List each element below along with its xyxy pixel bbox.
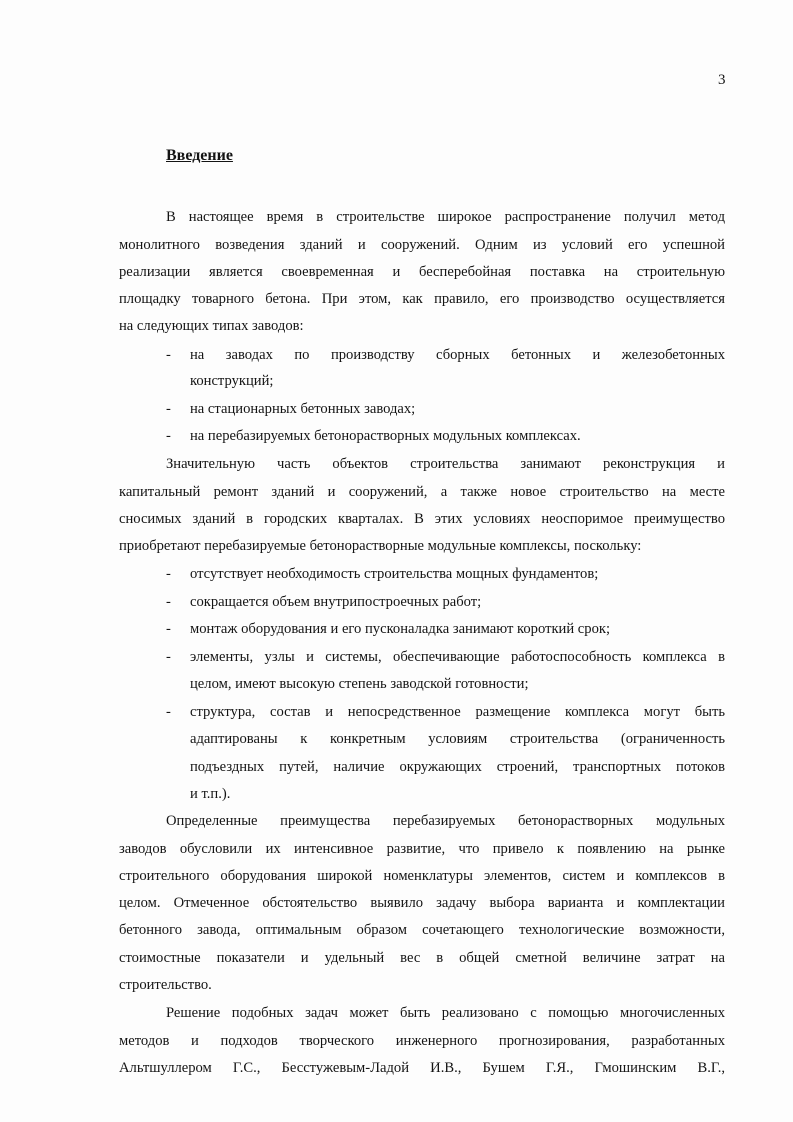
list-item-line: сокращается объем внутрипостроечных работ;	[190, 594, 482, 610]
list-item-line: целом, имеют высокую степень заводской готовности;	[190, 676, 529, 692]
list-bullet: -	[166, 594, 171, 610]
list-item-line: адаптированы к конкретным условиям строительства (ограниченность	[190, 731, 725, 747]
list-bullet: -	[166, 347, 171, 363]
paragraph-line: строительство.	[119, 977, 212, 993]
list-item-line: монтаж оборудования и его пусконаладка занимают короткий срок;	[190, 621, 611, 637]
list-item-line: на перебазируемых бетонорастворных модульных комплексах.	[190, 428, 581, 444]
paragraph-line: реализации является своевременная и бесперебойная поставка на строительную	[119, 264, 725, 280]
paragraph-line: заводов обусловили их интенсивное развитие, что привело к появлению на рынке	[119, 841, 725, 857]
paragraph-line: Альтшуллером Г.С., Бесстужевым-Ладой И.В., Бушем Г.Я., Гмошинским В.Г.,	[119, 1060, 725, 1076]
paragraph-line: целом. Отмеченное обстоятельство выявило задачу выбора варианта и комплектации	[119, 895, 725, 911]
paragraph-line: капитальный ремонт зданий и сооружений, а также новое строительство на месте	[119, 484, 725, 500]
list-item-line: на стационарных бетонных заводах;	[190, 401, 416, 417]
list-item-line: на заводах по производству сборных бетонных и железобетонных	[190, 347, 725, 363]
paragraph-line: приобретают перебазируемые бетонорастворные модульные комплексы, поскольку:	[119, 538, 642, 554]
list-item-line: подъездных путей, наличие окружающих строений, транспортных потоков	[190, 759, 725, 775]
list-item-line: элементы, узлы и системы, обеспечивающие работоспособность комплекса в	[190, 649, 725, 665]
list-bullet: -	[166, 621, 171, 637]
list-bullet: -	[166, 649, 171, 665]
paragraph-line: методов и подходов творческого инженерного прогнозирования, разработанных	[119, 1033, 725, 1049]
paragraph-line: Решение подобных задач может быть реализовано с помощью многочисленных	[166, 1005, 725, 1021]
list-item-line: структура, состав и непосредственное размещение комплекса могут быть	[190, 704, 725, 720]
paragraph-line: В настоящее время в строительстве широкое распространение получил метод	[166, 209, 725, 225]
paragraph-line: строительного оборудования широкой номенклатуры элементов, систем и комплексов в	[119, 868, 725, 884]
list-item-line: конструкций;	[190, 373, 274, 389]
list-item-line: отсутствует необходимость строительства мощных фундаментов;	[190, 566, 599, 582]
paragraph-line: монолитного возведения зданий и сооружений. Одним из условий его успешной	[119, 237, 725, 253]
paragraph-line: Значительную часть объектов строительства занимают реконструкция и	[166, 456, 725, 472]
list-bullet: -	[166, 566, 171, 582]
paragraph-line: стоимостные показатели и удельный вес в общей сметной величине затрат на	[119, 950, 725, 966]
paragraph-line: сносимых зданий в городских кварталах. В этих условиях неоспоримое преимущество	[119, 511, 725, 527]
list-bullet: -	[166, 401, 171, 417]
section-heading: Введение	[166, 147, 233, 164]
paragraph-line: на следующих типах заводов:	[119, 318, 304, 334]
page-number: 3	[718, 72, 726, 88]
paragraph-line: бетонного завода, оптимальным образом сочетающего технологические возможности,	[119, 922, 725, 938]
paragraph-line: площадку товарного бетона. При этом, как правило, его производство осуществляется	[119, 291, 725, 307]
paragraph-line: Определенные преимущества перебазируемых бетонорастворных модульных	[166, 813, 725, 829]
list-bullet: -	[166, 428, 171, 444]
list-item-line: и т.п.).	[190, 786, 231, 802]
list-bullet: -	[166, 704, 171, 720]
